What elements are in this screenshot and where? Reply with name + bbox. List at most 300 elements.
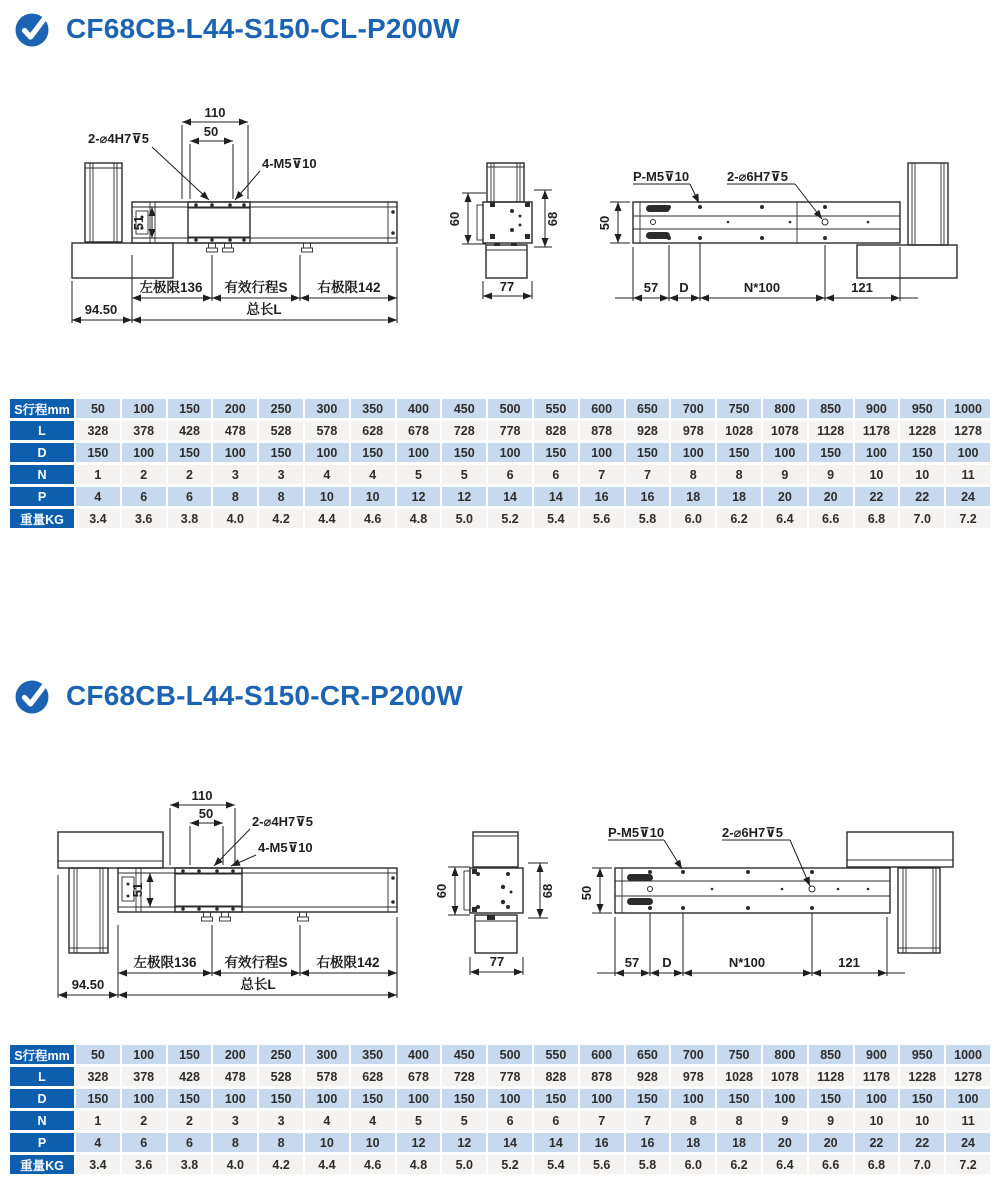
value-cell: 6.8 xyxy=(855,1155,899,1174)
value-cell: 9 xyxy=(763,1111,807,1130)
value-cell: 150 xyxy=(626,443,670,462)
value-cell: 6 xyxy=(168,487,212,506)
value-cell: 1078 xyxy=(763,421,807,440)
value-cell: 18 xyxy=(717,487,761,506)
value-cell: 1178 xyxy=(855,421,899,440)
value-cell: 6.2 xyxy=(717,509,761,528)
value-cell: 1278 xyxy=(946,421,990,440)
value-cell: 100 xyxy=(671,443,715,462)
value-cell: 16 xyxy=(580,1133,624,1152)
dimension-label: 右极限142 xyxy=(316,955,380,970)
value-cell: 5.2 xyxy=(488,509,532,528)
value-cell: 11 xyxy=(946,1111,990,1130)
value-cell: 6.4 xyxy=(763,1155,807,1174)
value-cell: 100 xyxy=(763,1089,807,1108)
value-cell: 14 xyxy=(534,487,578,506)
value-cell: 5.4 xyxy=(534,1155,578,1174)
value-cell: 5.6 xyxy=(580,509,624,528)
value-cell: 8 xyxy=(259,487,303,506)
table-row xyxy=(10,421,990,440)
value-cell: 250 xyxy=(259,1045,303,1064)
value-cell: 200 xyxy=(213,1045,257,1064)
dimension-label: 68 xyxy=(540,883,555,899)
value-cell: 350 xyxy=(351,399,395,418)
dimension-label: 有效行程S xyxy=(224,280,288,295)
value-cell: 1000 xyxy=(946,1045,990,1064)
value-cell: 3 xyxy=(213,1111,257,1130)
value-cell: 600 xyxy=(580,1045,624,1064)
value-cell: 5.0 xyxy=(442,1155,486,1174)
value-cell: 150 xyxy=(259,1089,303,1108)
value-cell: 5.4 xyxy=(534,509,578,528)
hole-callout: 2-⌀6H7⊽5 xyxy=(727,169,789,184)
value-cell: 650 xyxy=(626,399,670,418)
value-cell: 100 xyxy=(580,1089,624,1108)
dimension-label: 左极限136 xyxy=(133,955,197,970)
value-cell: 16 xyxy=(626,487,670,506)
value-cell: 200 xyxy=(213,399,257,418)
dimension-label: N*100 xyxy=(743,280,781,295)
value-cell: 428 xyxy=(168,421,212,440)
value-cell: 1000 xyxy=(946,399,990,418)
value-cell: 20 xyxy=(763,1133,807,1152)
value-cell: 1128 xyxy=(809,421,853,440)
hole-callout: P-M5⊽10 xyxy=(608,825,665,840)
value-cell: 928 xyxy=(626,421,670,440)
value-cell: 6.6 xyxy=(809,1155,853,1174)
value-cell: 5.8 xyxy=(626,1155,670,1174)
value-cell: 6.4 xyxy=(763,509,807,528)
value-cell: 4.8 xyxy=(397,1155,441,1174)
value-cell: 100 xyxy=(855,443,899,462)
value-cell: 478 xyxy=(213,1067,257,1086)
dimension-label: 左极限136 xyxy=(139,280,203,295)
table-row xyxy=(10,1155,990,1174)
value-cell: 2 xyxy=(122,1111,166,1130)
table-row xyxy=(10,1067,990,1086)
value-cell: 5.2 xyxy=(488,1155,532,1174)
side-view xyxy=(72,105,397,323)
value-cell: 150 xyxy=(626,1089,670,1108)
value-cell: 2 xyxy=(168,1111,212,1130)
row-header-cell: 重量KG xyxy=(10,509,74,528)
value-cell: 7 xyxy=(626,1111,670,1130)
value-cell: 1028 xyxy=(717,1067,761,1086)
row-header-cell: D xyxy=(10,1089,74,1108)
table-row xyxy=(10,399,990,418)
value-cell: 300 xyxy=(305,399,349,418)
value-cell: 900 xyxy=(855,1045,899,1064)
value-cell: 728 xyxy=(442,421,486,440)
end-view xyxy=(447,163,560,299)
value-cell: 1228 xyxy=(900,1067,944,1086)
value-cell: 100 xyxy=(305,443,349,462)
value-cell: 5.8 xyxy=(626,509,670,528)
value-cell: 1228 xyxy=(900,421,944,440)
value-cell: 678 xyxy=(397,421,441,440)
value-cell: 7.0 xyxy=(900,509,944,528)
value-cell: 578 xyxy=(305,1067,349,1086)
value-cell: 6 xyxy=(122,487,166,506)
check-icon xyxy=(14,10,51,48)
value-cell: 12 xyxy=(442,487,486,506)
value-cell: 628 xyxy=(351,1067,395,1086)
value-cell: 378 xyxy=(122,421,166,440)
value-cell: 150 xyxy=(168,443,212,462)
row-header-cell: N xyxy=(10,1111,74,1130)
value-cell: 3.6 xyxy=(122,509,166,528)
value-cell: 350 xyxy=(351,1045,395,1064)
value-cell: 150 xyxy=(168,399,212,418)
value-cell: 100 xyxy=(122,399,166,418)
value-cell: 778 xyxy=(488,1067,532,1086)
value-cell: 150 xyxy=(442,443,486,462)
value-cell: 12 xyxy=(397,1133,441,1152)
value-cell: 528 xyxy=(259,421,303,440)
value-cell: 7 xyxy=(580,465,624,484)
row-header-cell: 重量KG xyxy=(10,1155,74,1174)
value-cell: 7.0 xyxy=(900,1155,944,1174)
value-cell: 4 xyxy=(305,1111,349,1130)
value-cell: 850 xyxy=(809,399,853,418)
value-cell: 4 xyxy=(76,1133,120,1152)
product-title: CF68CB-L44-S150-CR-P200W xyxy=(66,680,463,711)
hole-callout: P-M5⊽10 xyxy=(633,169,690,184)
value-cell: 8 xyxy=(213,487,257,506)
value-cell: 6.0 xyxy=(671,1155,715,1174)
value-cell: 800 xyxy=(763,1045,807,1064)
value-cell: 1278 xyxy=(946,1067,990,1086)
value-cell: 6 xyxy=(488,465,532,484)
dimension-label: D xyxy=(662,955,672,970)
value-cell: 18 xyxy=(717,1133,761,1152)
table-row xyxy=(10,1089,990,1108)
value-cell: 4.4 xyxy=(305,1155,349,1174)
value-cell: 8 xyxy=(213,1133,257,1152)
value-cell: 150 xyxy=(900,443,944,462)
dimension-label: 50 xyxy=(203,124,219,139)
value-cell: 3.8 xyxy=(168,509,212,528)
row-header-cell: S行程mm xyxy=(10,1045,74,1064)
product-header xyxy=(14,677,463,715)
value-cell: 100 xyxy=(213,1089,257,1108)
dimension-label: 94.50 xyxy=(71,977,105,992)
value-cell: 1028 xyxy=(717,421,761,440)
table-row xyxy=(10,509,990,528)
value-cell: 1 xyxy=(76,465,120,484)
value-cell: 4 xyxy=(76,487,120,506)
dimension-label: 57 xyxy=(643,280,659,295)
value-cell: 478 xyxy=(213,421,257,440)
value-cell: 4.0 xyxy=(213,1155,257,1174)
value-cell: 778 xyxy=(488,421,532,440)
value-cell: 9 xyxy=(763,465,807,484)
plan-view xyxy=(579,825,953,976)
check-icon xyxy=(14,677,51,715)
dimension-label: 50 xyxy=(597,215,612,231)
value-cell: 14 xyxy=(534,1133,578,1152)
value-cell: 400 xyxy=(397,399,441,418)
spec-table xyxy=(8,396,992,531)
table-row xyxy=(10,1111,990,1130)
end-view xyxy=(434,832,555,975)
table-row xyxy=(10,487,990,506)
dimension-label: 总长L xyxy=(240,977,276,992)
value-cell: 8 xyxy=(717,465,761,484)
value-cell: 10 xyxy=(855,1111,899,1130)
dimension-label: 77 xyxy=(489,954,505,969)
value-cell: 12 xyxy=(397,487,441,506)
value-cell: 14 xyxy=(488,1133,532,1152)
value-cell: 100 xyxy=(671,1089,715,1108)
row-header-cell: D xyxy=(10,443,74,462)
value-cell: 300 xyxy=(305,1045,349,1064)
value-cell: 2 xyxy=(168,465,212,484)
table-row xyxy=(10,1133,990,1152)
dimension-label: 77 xyxy=(499,279,515,294)
product-title: CF68CB-L44-S150-CL-P200W xyxy=(66,13,460,44)
value-cell: 9 xyxy=(809,1111,853,1130)
value-cell: 4.4 xyxy=(305,509,349,528)
value-cell: 24 xyxy=(946,487,990,506)
value-cell: 5 xyxy=(442,465,486,484)
value-cell: 550 xyxy=(534,1045,578,1064)
value-cell: 50 xyxy=(76,399,120,418)
value-cell: 800 xyxy=(763,399,807,418)
value-cell: 150 xyxy=(351,443,395,462)
value-cell: 150 xyxy=(717,1089,761,1108)
table-row xyxy=(10,443,990,462)
value-cell: 7.2 xyxy=(946,1155,990,1174)
plan-view xyxy=(597,163,957,301)
value-cell: 20 xyxy=(763,487,807,506)
hole-callout: 2-⌀4H7⊽5 xyxy=(88,131,150,146)
value-cell: 6.8 xyxy=(855,509,899,528)
value-cell: 10 xyxy=(305,1133,349,1152)
value-cell: 100 xyxy=(305,1089,349,1108)
row-header-cell: S行程mm xyxy=(10,399,74,418)
value-cell: 8 xyxy=(259,1133,303,1152)
value-cell: 24 xyxy=(946,1133,990,1152)
value-cell: 3.4 xyxy=(76,509,120,528)
value-cell: 6 xyxy=(122,1133,166,1152)
value-cell: 6.0 xyxy=(671,509,715,528)
dimension-label: 110 xyxy=(204,105,226,120)
table-row xyxy=(10,465,990,484)
value-cell: 150 xyxy=(76,443,120,462)
value-cell: 6.2 xyxy=(717,1155,761,1174)
value-cell: 4.2 xyxy=(259,1155,303,1174)
value-cell: 16 xyxy=(580,487,624,506)
value-cell: 1078 xyxy=(763,1067,807,1086)
value-cell: 4.0 xyxy=(213,509,257,528)
value-cell: 978 xyxy=(671,421,715,440)
dimension-label: 总长L xyxy=(246,302,282,317)
dimension-label: N*100 xyxy=(728,955,766,970)
value-cell: 750 xyxy=(717,1045,761,1064)
value-cell: 10 xyxy=(351,487,395,506)
value-cell: 1128 xyxy=(809,1067,853,1086)
dimension-label: 51 xyxy=(131,215,146,231)
value-cell: 3 xyxy=(213,465,257,484)
spec-table xyxy=(8,1042,992,1177)
value-cell: 100 xyxy=(580,443,624,462)
value-cell: 950 xyxy=(900,1045,944,1064)
value-cell: 10 xyxy=(351,1133,395,1152)
value-cell: 400 xyxy=(397,1045,441,1064)
value-cell: 9 xyxy=(809,465,853,484)
value-cell: 150 xyxy=(900,1089,944,1108)
value-cell: 450 xyxy=(442,1045,486,1064)
dimension-label: 50 xyxy=(198,806,214,821)
value-cell: 1 xyxy=(76,1111,120,1130)
dimension-label: 51 xyxy=(130,882,145,898)
dimension-label: 94.50 xyxy=(84,302,118,317)
table-row xyxy=(10,1045,990,1064)
value-cell: 14 xyxy=(488,487,532,506)
value-cell: 4 xyxy=(351,465,395,484)
dimension-label: 57 xyxy=(624,955,640,970)
value-cell: 4.6 xyxy=(351,1155,395,1174)
value-cell: 3 xyxy=(259,465,303,484)
hole-callout: 2-⌀6H7⊽5 xyxy=(722,825,784,840)
value-cell: 10 xyxy=(305,487,349,506)
value-cell: 3.4 xyxy=(76,1155,120,1174)
row-header-cell: N xyxy=(10,465,74,484)
value-cell: 22 xyxy=(900,1133,944,1152)
value-cell: 6 xyxy=(488,1111,532,1130)
value-cell: 428 xyxy=(168,1067,212,1086)
value-cell: 7.2 xyxy=(946,509,990,528)
dimension-label: 有效行程S xyxy=(224,955,288,970)
slider-carriage xyxy=(175,868,242,912)
value-cell: 328 xyxy=(76,1067,120,1086)
value-cell: 100 xyxy=(488,1089,532,1108)
value-cell: 150 xyxy=(259,443,303,462)
value-cell: 650 xyxy=(626,1045,670,1064)
value-cell: 4.2 xyxy=(259,509,303,528)
value-cell: 700 xyxy=(671,399,715,418)
value-cell: 5 xyxy=(397,465,441,484)
value-cell: 150 xyxy=(534,443,578,462)
value-cell: 728 xyxy=(442,1067,486,1086)
value-cell: 20 xyxy=(809,1133,853,1152)
value-cell: 2 xyxy=(122,465,166,484)
value-cell: 628 xyxy=(351,421,395,440)
value-cell: 250 xyxy=(259,399,303,418)
value-cell: 678 xyxy=(397,1067,441,1086)
row-header-cell: L xyxy=(10,421,74,440)
value-cell: 500 xyxy=(488,1045,532,1064)
value-cell: 4 xyxy=(351,1111,395,1130)
value-cell: 18 xyxy=(671,487,715,506)
row-header-cell: L xyxy=(10,1067,74,1086)
value-cell: 100 xyxy=(397,443,441,462)
value-cell: 100 xyxy=(122,1045,166,1064)
value-cell: 8 xyxy=(671,465,715,484)
value-cell: 5 xyxy=(442,1111,486,1130)
value-cell: 328 xyxy=(76,421,120,440)
value-cell: 150 xyxy=(717,443,761,462)
value-cell: 828 xyxy=(534,1067,578,1086)
value-cell: 150 xyxy=(168,1045,212,1064)
value-cell: 22 xyxy=(855,487,899,506)
value-cell: 10 xyxy=(900,465,944,484)
value-cell: 10 xyxy=(855,465,899,484)
hole-callout: 4-M5⊽10 xyxy=(258,840,313,855)
value-cell: 3.6 xyxy=(122,1155,166,1174)
value-cell: 11 xyxy=(946,465,990,484)
side-view xyxy=(58,788,397,998)
value-cell: 100 xyxy=(763,443,807,462)
value-cell: 150 xyxy=(534,1089,578,1108)
value-cell: 978 xyxy=(671,1067,715,1086)
value-cell: 22 xyxy=(855,1133,899,1152)
value-cell: 750 xyxy=(717,399,761,418)
value-cell: 7 xyxy=(580,1111,624,1130)
value-cell: 3.8 xyxy=(168,1155,212,1174)
value-cell: 4.6 xyxy=(351,509,395,528)
value-cell: 4.8 xyxy=(397,509,441,528)
dimension-label: 60 xyxy=(447,211,462,227)
dimension-label: 121 xyxy=(838,955,860,970)
value-cell: 878 xyxy=(580,421,624,440)
value-cell: 500 xyxy=(488,399,532,418)
row-header-cell: P xyxy=(10,1133,74,1152)
value-cell: 4 xyxy=(305,465,349,484)
technical-drawing xyxy=(0,95,1000,340)
value-cell: 900 xyxy=(855,399,899,418)
dimension-label: 121 xyxy=(851,280,873,295)
value-cell: 950 xyxy=(900,399,944,418)
value-cell: 150 xyxy=(809,443,853,462)
value-cell: 6 xyxy=(168,1133,212,1152)
value-cell: 150 xyxy=(168,1089,212,1108)
value-cell: 3 xyxy=(259,1111,303,1130)
value-cell: 100 xyxy=(946,1089,990,1108)
hole-callout: 4-M5⊽10 xyxy=(262,156,317,171)
technical-drawing xyxy=(0,775,1000,1020)
value-cell: 150 xyxy=(809,1089,853,1108)
value-cell: 1178 xyxy=(855,1067,899,1086)
value-cell: 100 xyxy=(946,443,990,462)
value-cell: 5.0 xyxy=(442,509,486,528)
value-cell: 878 xyxy=(580,1067,624,1086)
value-cell: 100 xyxy=(122,443,166,462)
value-cell: 20 xyxy=(809,487,853,506)
dimension-label: 50 xyxy=(579,885,594,901)
dimension-label: D xyxy=(679,280,689,295)
value-cell: 100 xyxy=(122,1089,166,1108)
value-cell: 578 xyxy=(305,421,349,440)
value-cell: 6 xyxy=(534,465,578,484)
dimension-label: 60 xyxy=(434,883,449,899)
value-cell: 12 xyxy=(442,1133,486,1152)
value-cell: 22 xyxy=(900,487,944,506)
value-cell: 5.6 xyxy=(580,1155,624,1174)
value-cell: 5 xyxy=(397,1111,441,1130)
value-cell: 378 xyxy=(122,1067,166,1086)
value-cell: 928 xyxy=(626,1067,670,1086)
value-cell: 16 xyxy=(626,1133,670,1152)
value-cell: 100 xyxy=(397,1089,441,1108)
value-cell: 18 xyxy=(671,1133,715,1152)
value-cell: 6 xyxy=(534,1111,578,1130)
value-cell: 100 xyxy=(855,1089,899,1108)
value-cell: 828 xyxy=(534,421,578,440)
value-cell: 528 xyxy=(259,1067,303,1086)
value-cell: 450 xyxy=(442,399,486,418)
